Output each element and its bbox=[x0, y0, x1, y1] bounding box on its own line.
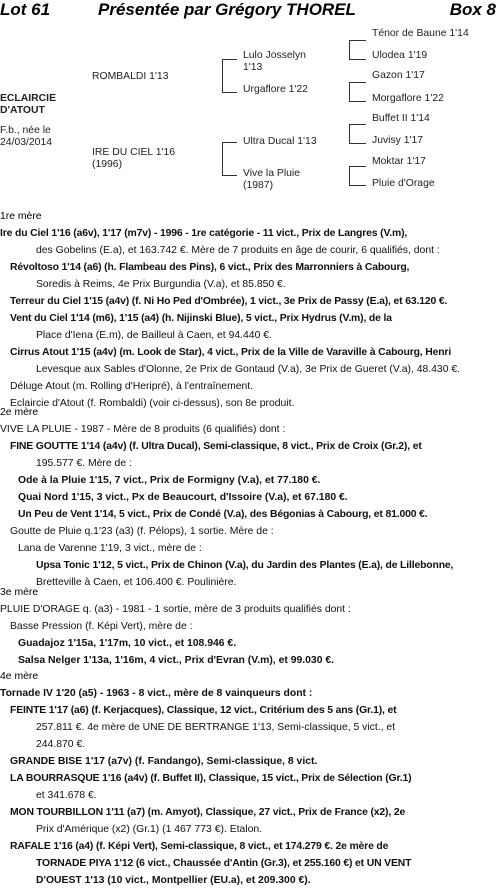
section-mere-3 bbox=[0, 584, 500, 669]
section-title: 2e mère bbox=[0, 407, 39, 418]
section-mere-2 bbox=[0, 404, 500, 591]
subject-name bbox=[0, 93, 56, 117]
line: Ode à la Pluie 1'15, 7 vict., Prix de Formigny (V.a), et 77.180 €. bbox=[18, 475, 321, 486]
line: Vent du Ciel 1'14 (m6), 1'15 (a4) (h. Nijinski Blue), 5 vict., Prix Hydrus (V.m), de la bbox=[10, 313, 392, 324]
ddd: Pluie d'Orage bbox=[372, 178, 435, 189]
line: 244.870 €. bbox=[36, 739, 86, 750]
dam-line2: (1996) bbox=[92, 159, 123, 170]
dam bbox=[92, 147, 175, 171]
line: Déluge Atout (m. Rolling d'Heripré), à l'entraînement. bbox=[10, 381, 254, 392]
presenter-title: Présentée par Grégory THOREL bbox=[98, 0, 356, 19]
dam-line1: IRE DU CIEL 1'16 bbox=[92, 147, 176, 158]
section-title: 4e mère bbox=[0, 671, 39, 682]
line: Tornade IV 1'20 (a5) - 1963 - 8 vict., mère de 8 vainqueurs dont : bbox=[0, 688, 313, 699]
section-title: 1re mère bbox=[0, 211, 42, 222]
sdd: Morgaflore 1'22 bbox=[372, 93, 444, 104]
line: Salsa Nelger 1'13a, 1'16m, 4 vict., Prix d'Evran (V.m), et 99.030 €. bbox=[18, 655, 335, 666]
dd-bracket bbox=[349, 166, 366, 186]
line: Basse Pression (f. Képi Vert), mère de : bbox=[10, 621, 193, 632]
section-mere-4 bbox=[0, 668, 500, 889]
dds: Moktar 1'17 bbox=[372, 156, 426, 167]
sire: ROMBALDI 1'13 bbox=[92, 71, 169, 82]
sire-dam: Urgaflore 1'22 bbox=[243, 84, 308, 95]
line: Cirrus Atout 1'15 (a4v) (m. Look de Star), 4 vict., Prix de la Ville de Varaville à Cabourg, Henri bbox=[10, 347, 452, 358]
lot-number: Lot 61 bbox=[0, 0, 51, 19]
section-mere-1 bbox=[0, 208, 500, 412]
sire-sire-line2: 1'13 bbox=[243, 62, 263, 73]
line: VIVE LA PLUIE - 1987 - Mère de 8 produits (6 qualifiés) dont : bbox=[0, 424, 286, 435]
sire-bracket bbox=[222, 59, 237, 93]
dam-dam bbox=[243, 168, 300, 192]
line: Eclaircie d'Atout (f. Rombaldi) (voir ci-dessus), son 8e produit. bbox=[10, 398, 295, 409]
dsd: Juvisy 1'17 bbox=[372, 135, 424, 146]
sire-sire-line1: Lulo Josselyn bbox=[243, 50, 306, 61]
line: LA BOURRASQUE 1'16 (a4v) (f. Buffet II), Classique, 15 vict., Prix de Sélection (Gr.1) bbox=[10, 773, 412, 784]
subject-info bbox=[0, 125, 52, 149]
line: Soredis à Reims, 4e Prix Burgundia (V.a), et 85.850 €. bbox=[36, 279, 286, 290]
line: 195.577 €. Mère de : bbox=[36, 458, 132, 469]
subject-info-line2: 24/03/2014 bbox=[0, 137, 53, 148]
sss: Ténor de Baune 1'14 bbox=[372, 28, 469, 39]
line: FINE GOUTTE 1'14 (a4v) (f. Ultra Ducal), Semi-classique, 8 vict., Prix de Croix (Gr.2), et bbox=[10, 441, 422, 452]
line: Bretteville à Caen, et 106.400 €. Poulinière. bbox=[36, 577, 237, 588]
dss: Buffet II 1'14 bbox=[372, 113, 430, 124]
line: GRANDE BISE 1'17 (a7v) (f. Fandango), Semi-classique, 8 vict. bbox=[10, 756, 318, 767]
ds-bracket bbox=[349, 124, 366, 144]
line: Terreur du Ciel 1'15 (a4v) (f. Ni Ho Ped d'Ombrée), 1 vict., 3e Prix de Passy (E.a), et 63.120 €. bbox=[10, 296, 448, 307]
dam-sire: Ultra Ducal 1'13 bbox=[243, 136, 317, 147]
box-number: Box 8 bbox=[449, 0, 496, 19]
line: Place d'Iena (E.m), de Bailleul à Caen, et 94.440 €. bbox=[36, 330, 272, 341]
subject-info-line1: F.b., née le bbox=[0, 125, 51, 136]
line: Prix d'Amérique (x2) (Gr.1) (1 467 773 €). Etalon. bbox=[36, 824, 263, 835]
line: des Gobelins (E.a), et 163.742 €. Mère de 7 produits en âge de courir, 6 qualifiés, dont : bbox=[36, 245, 440, 256]
subject-name-line2: D'ATOUT bbox=[0, 105, 45, 116]
subject-name-line1: ECLAIRCIE bbox=[0, 93, 56, 104]
line: Levesque aux Sables d'Olonne, 2e Prix de Gontaud (V.a), 3e Prix de Gueret (V.a), 48.430 €. bbox=[36, 364, 461, 375]
section-title: 3e mère bbox=[0, 587, 39, 598]
line: Quai Nord 1'15, 3 vict., Px de Beaucourt, d'Issoire (V.a), et 67.180 €. bbox=[18, 492, 348, 503]
line: RAFALE 1'16 (a4) (f. Képi Vert), Semi-classique, 8 vict., et 174.279 €. 2e mère de bbox=[10, 841, 389, 852]
line: Upsa Tonic 1'12, 5 vict., Prix de Chinon (V.a), du Jardin des Plantes (E.a), de Lillebonne, bbox=[36, 560, 454, 571]
line: Guadajoz 1'15a, 1'17m, 10 vict., et 108.946 €. bbox=[18, 638, 237, 649]
line: Révoltoso 1'14 (a6) (h. Flambeau des Pins), 6 vict., Prix des Marronniers à Cabourg, bbox=[10, 262, 410, 273]
line: Ire du Ciel 1'16 (a6v), 1'17 (m7v) - 1996 - 1re catégorie - 11 vict., Prix de Langres (V.m), bbox=[0, 228, 408, 239]
line: et 341.678 €. bbox=[36, 790, 97, 801]
dam-bracket bbox=[222, 142, 237, 176]
line: FEINTE 1'17 (a6) (f. Kerjacques), Classique, 12 vict., Critérium des 5 ans (Gr.1), et bbox=[10, 705, 397, 716]
dam-dam-line2: (1987) bbox=[243, 180, 274, 191]
line: Lana de Varenne 1'19, 3 vict., mère de : bbox=[18, 543, 202, 554]
ssd: Ulodea 1'19 bbox=[372, 50, 428, 61]
line: MON TOURBILLON 1'11 (a7) (m. Amyot), Classique, 27 vict., Prix de France (x2), 2e bbox=[10, 807, 406, 818]
dam-dam-line1: Vive la Pluie bbox=[243, 168, 300, 179]
line: 257.811 €. 4e mère de UNE DE BERTRANGE 1'13, Semi-classique, 5 vict., et bbox=[36, 722, 396, 733]
sds: Gazon 1'17 bbox=[372, 70, 425, 81]
sd-bracket bbox=[349, 82, 366, 102]
ss-bracket bbox=[349, 40, 366, 60]
sire-sire bbox=[243, 50, 306, 74]
line: D'OUEST 1'13 (10 vict., Montpellier (EU.a), et 209.300 €). bbox=[36, 875, 311, 886]
line: Un Peu de Vent 1'14, 5 vict., Prix de Condé (V.a), des Bégonias à Cabourg, et 81.000 €. bbox=[18, 509, 428, 520]
line: PLUIE D'ORAGE q. (a3) - 1981 - 1 sortie, mère de 3 produits qualifiés dont : bbox=[0, 604, 351, 615]
line: TORNADE PIYA 1'12 (6 vict., Chaussée d'Antin (Gr.3), et 255.160 €) et UN VENT bbox=[36, 858, 412, 869]
line: Goutte de Pluie q.1'23 (a3) (f. Pélops), 1 sortie. Mère de : bbox=[10, 526, 274, 537]
